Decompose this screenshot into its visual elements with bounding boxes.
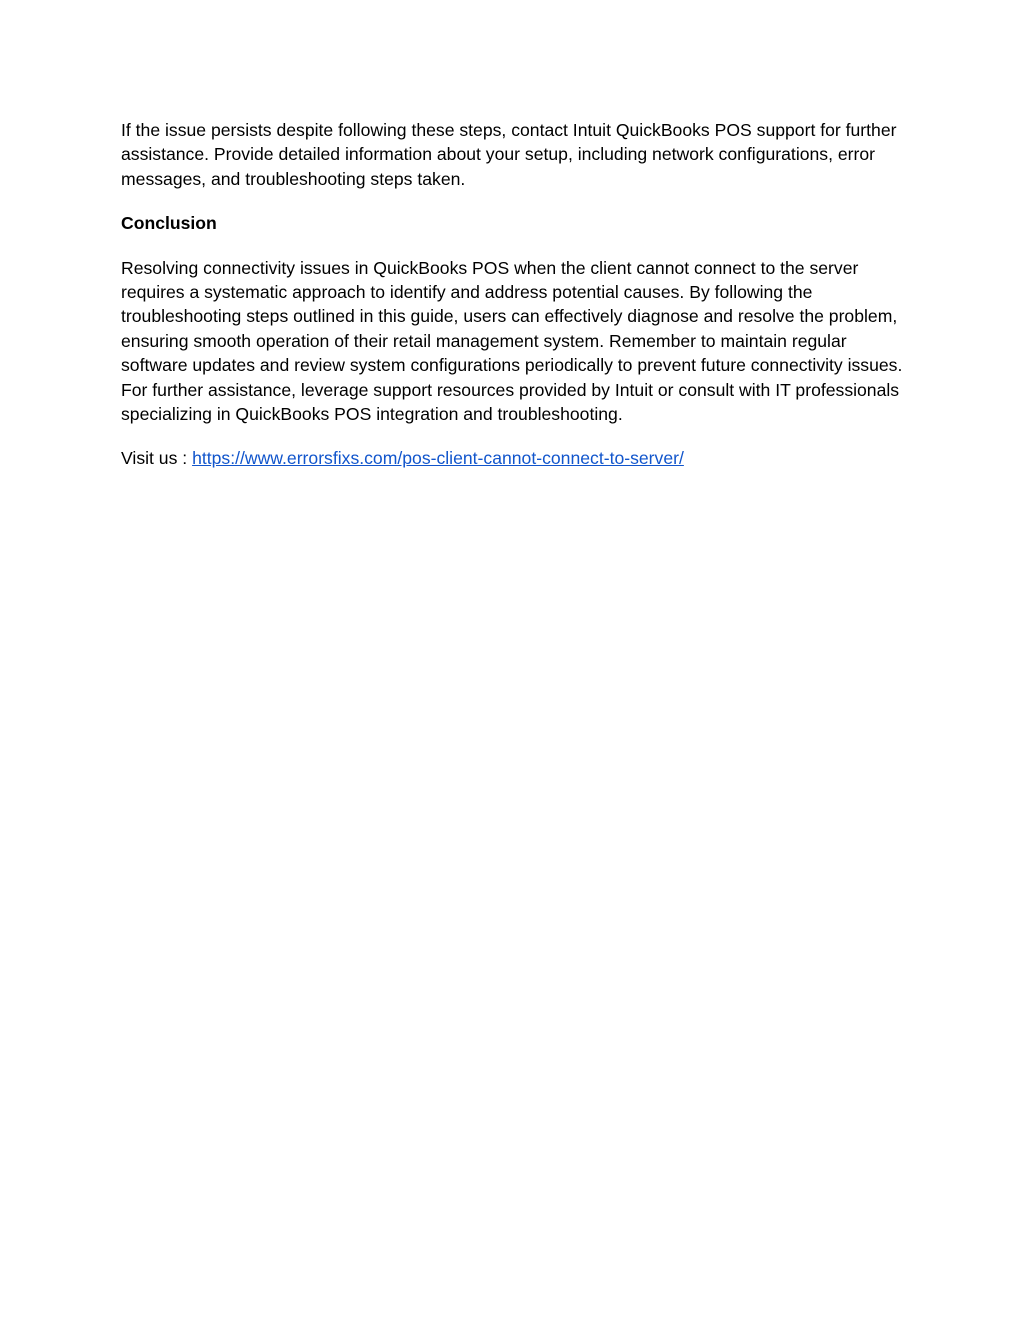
conclusion-heading: Conclusion (121, 213, 217, 234)
conclusion-paragraph: Resolving connectivity issues in QuickBooks POS when the client cannot connect to the server requires a systematic approach to identify and address potential causes. By following the troubleshooting steps outlined in this guide, users can effectively diagnose and resolve the problem, ensuring smooth operation of their retail management system. Remember to maintain regular software updates and review system configurations periodically to prevent future connectivity issues. For further assistance, leverage support resources provided by Intuit or consult with IT professionals specializing in QuickBooks POS integration and troubleshooting. (121, 257, 903, 425)
visit-link[interactable]: https://www.errorsfixs.com/pos-client-cannot-connect-to-server/ (192, 448, 684, 469)
support-paragraph: If the issue persists despite following these steps, contact Intuit QuickBooks POS support for further assistance. Provide detailed information about your setup, including network configurations, error messages, and troubleshooting steps taken. (121, 120, 897, 189)
visit-label: Visit us : (121, 448, 193, 469)
document-body (121, 118, 911, 491)
visit-line (121, 446, 911, 470)
